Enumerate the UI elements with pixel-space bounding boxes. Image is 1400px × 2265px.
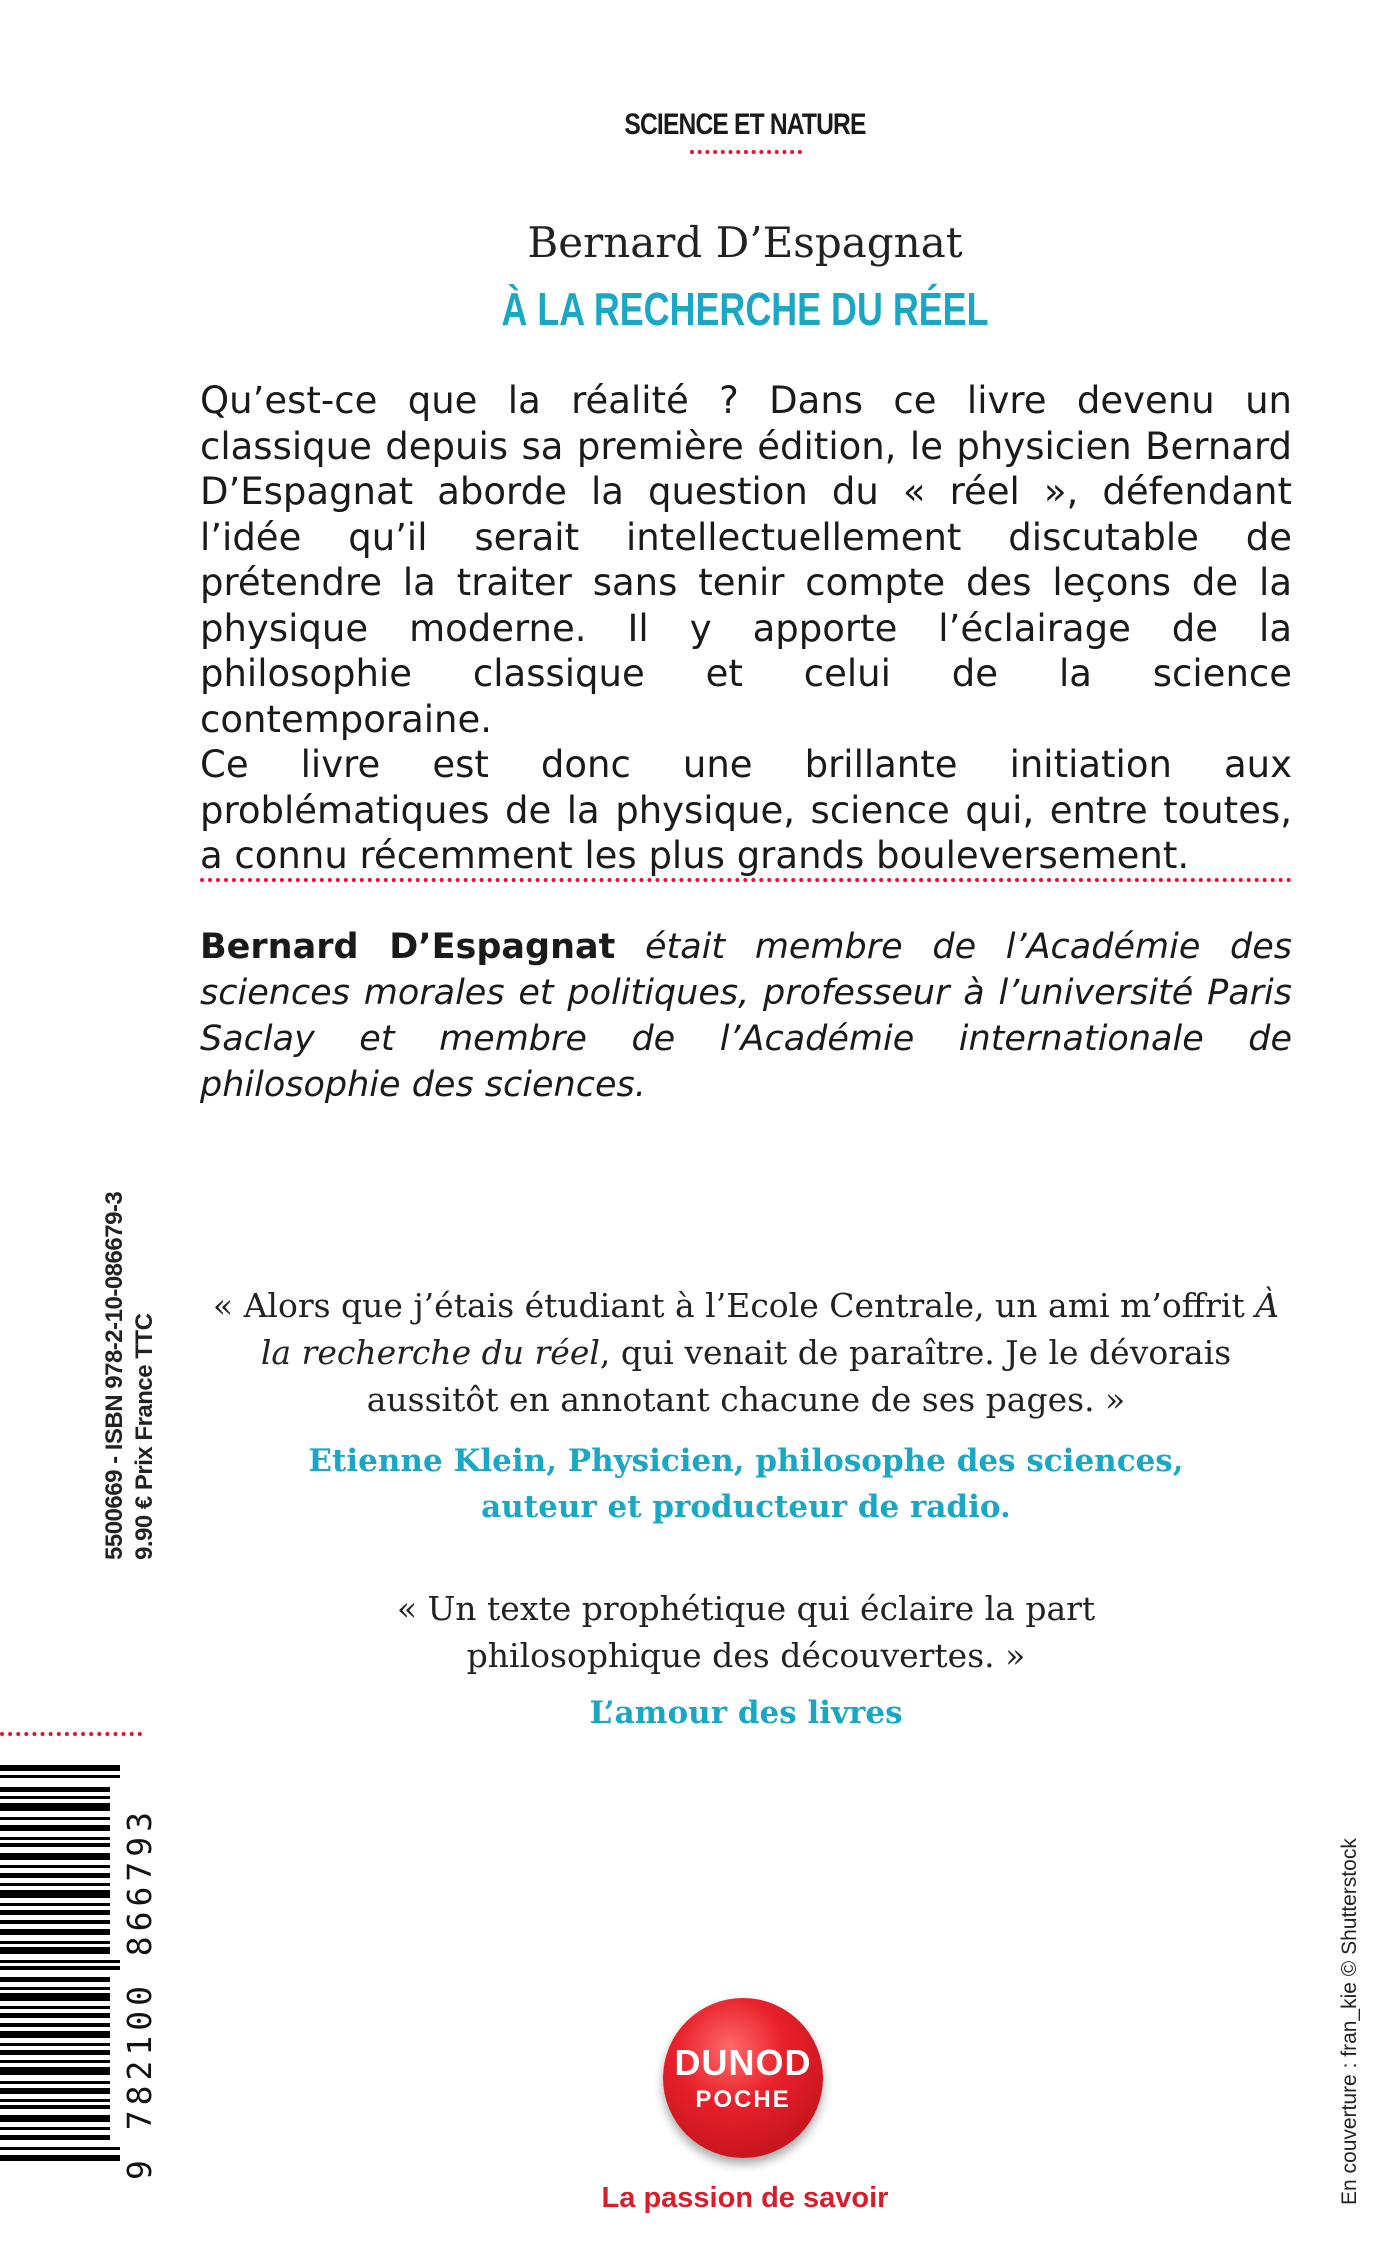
series-divider: [690, 150, 802, 154]
description-paragraph: Ce livre est donc une brillante initiation aux problématiques de la physique, science qui, entre toutes, a connu récemment les plus grands bouleversement.: [200, 743, 1292, 877]
bio-author-name: Bernard D’Espagnat: [200, 927, 616, 967]
quote-text: « Alors que j’étais étudiant à l’Ecole Centrale, un ami m’offrit: [212, 1286, 1256, 1325]
book-title: À LA RECHERCHE DU RÉEL: [501, 283, 989, 335]
isbn-line: 5500669 - ISBN 978-2-10-086679-3: [101, 1191, 128, 1560]
author-bio: [200, 924, 1292, 1108]
price-line: 9.90 € Prix France TTC: [131, 1313, 158, 1560]
author-name: Bernard D’Espagnat: [527, 218, 963, 267]
publisher-tagline: La passion de savoir: [601, 2182, 889, 2214]
series-label: SCIENCE ET NATURE: [624, 108, 866, 141]
quote-source-line: Etienne Klein, Physicien, philosophe des sciences,: [308, 1443, 1184, 1479]
quote-book-title: À la recherche du réel: [260, 1286, 1280, 1372]
section-divider: [200, 878, 1292, 882]
logo-text-top: DUNOD: [674, 2042, 812, 2083]
bio-text: était membre de l’Académie des sciences morales et politiques, professeur à l’université Paris Saclay et membre de l’Académie internationale de philosophie des sciences.: [200, 927, 1292, 1105]
barcode-divider: [0, 1732, 142, 1736]
quote-line: « Un texte prophétique qui éclaire la part: [396, 1589, 1096, 1628]
quote-source-line: auteur et producteur de radio.: [481, 1489, 1011, 1525]
barcode-number: 9 782100 866793: [120, 1806, 159, 2180]
description-paragraph: Qu’est-ce que la réalité ? Dans ce livre devenu un classique depuis sa première édition, le physicien Bernard D’Espagnat aborde la question du « réel », défendant l’idée qu’il serait intellectuellement discutable de prétendre la traiter sans tenir compte des leçons de la physique moderne. Il y apporte l’éclairage de la philosophie classique et celui de la science contemporaine.: [200, 379, 1292, 741]
quote-source-amour: L’amour des livres: [589, 1695, 903, 1731]
cover-credit: En couverture : fran_kie © Shutterstock: [1338, 1838, 1361, 2205]
logo-text-bottom: POCHE: [695, 2086, 791, 2113]
quote-source-klein: [200, 1438, 1292, 1530]
quote-amour: [200, 1585, 1292, 1679]
quote-line: philosophique des découvertes. »: [466, 1636, 1026, 1675]
description: [200, 378, 1292, 879]
isbn-price-info: [100, 1130, 190, 1560]
dunod-poche-logo: [663, 1998, 823, 2158]
quote-klein: [200, 1282, 1292, 1423]
quote-text: , qui venait de paraître. Je le dévorais aussitôt en annotant chacune de ses pages. »: [366, 1333, 1232, 1419]
